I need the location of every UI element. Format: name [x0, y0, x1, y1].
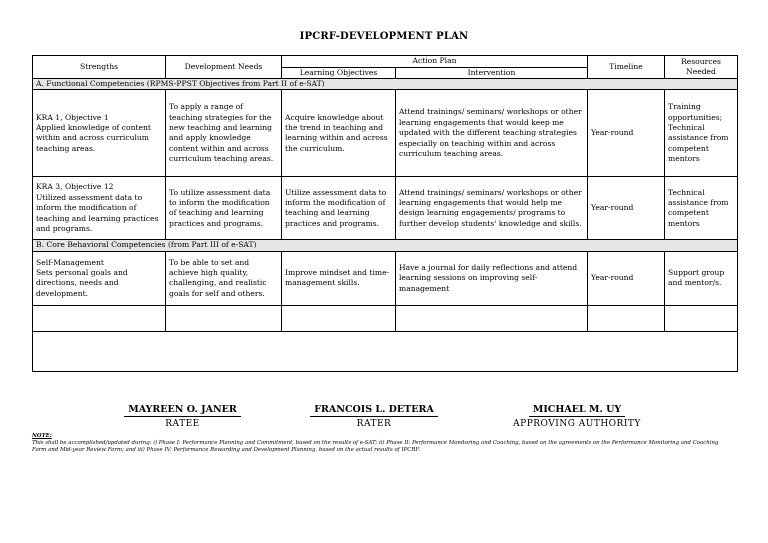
- intervention-cell: Attend trainings/ seminars/ workshops or other learning engagements that would help me design learning engagements/ programs to further develop students' knowledge and skills.: [396, 177, 588, 240]
- note-label: NOTE:: [32, 433, 52, 439]
- header-row: [33, 56, 738, 68]
- development-plan-table: [32, 55, 738, 372]
- strength-cell: KRA 1, Objective 1 Applied knowledge of content within and across curriculum teaching areas.: [33, 90, 166, 177]
- page-title: IPCRF-DEVELOPMENT PLAN: [299, 31, 469, 42]
- strength-cell: KRA 3, Objective 12 Utilized assessment data to inform the modification of teaching and learning practices and programs.: [33, 177, 166, 240]
- action-plan-header: Action Plan: [282, 56, 588, 68]
- learning-objective-cell: Utilize assessment data to inform the modification of teaching and learning practices and programs.: [282, 177, 396, 240]
- intervention-cell: Have a journal for daily reflections and attend learning sessions on improving self-management: [396, 251, 588, 305]
- learning-objectives-header: Learning Objectives: [282, 67, 396, 79]
- footnote: [32, 433, 732, 454]
- section-a-label: A. Functional Competencies (RPMS-PPST Objectives from Part II of e-SAT): [33, 79, 738, 90]
- development-need-cell: To be able to set and achieve high quality, challenging, and realistic goals for self and others.: [166, 251, 282, 305]
- resources-header: Resources Needed: [665, 56, 738, 79]
- development-need-cell: To apply a range of teaching strategies for the new teaching and learning and apply knowledge content within and across curriculum teaching areas.: [166, 90, 282, 177]
- section-a-row: [33, 79, 738, 90]
- development-needs-header: Development Needs: [166, 56, 282, 79]
- development-need-cell: To utilize assessment data to inform the modification of teaching and learning practices and programs.: [166, 177, 282, 240]
- approving-authority-name: MICHAEL M. UY: [529, 404, 625, 417]
- ratee-name: MAYREEN O. JANER: [124, 404, 241, 417]
- rater-role: RATER: [356, 419, 392, 429]
- rater-name: FRANCOIS L. DETERA: [310, 404, 438, 417]
- approving-authority-signature: [497, 397, 657, 429]
- timeline-cell: Year-round: [588, 251, 665, 305]
- note-text: This shall be accomplished/updated during: i) Phase I: Performance Planning and Commitment, based on the results of e-SAT; ii) Phase II: Performance Monitoring and Coaching, based on the agreements on the Performance Monitoring and Coaching Form and Mid-year Review Form; and iii) Phase IV: Performance Rewarding and Development Planning, based on the actual results of IPCRF.: [32, 440, 719, 453]
- empty-row: [33, 305, 738, 331]
- timeline-cell: Year-round: [588, 177, 665, 240]
- table-row: [33, 90, 738, 177]
- section-b-row: [33, 240, 738, 251]
- resources-cell: Support group and mentor/s.: [665, 251, 738, 305]
- approving-authority-role: APPROVING AUTHORITY: [513, 419, 641, 429]
- rater-signature: [298, 397, 450, 429]
- resources-cell: Training opportunities; Technical assistance from competent mentors: [665, 90, 738, 177]
- ratee-role: RATEE: [165, 419, 200, 429]
- resources-cell: Technical assistance from competent mentors: [665, 177, 738, 240]
- section-b-label: B. Core Behavioral Competencies (from Part III of e-SAT): [33, 240, 738, 251]
- timeline-cell: Year-round: [588, 90, 665, 177]
- timeline-header: Timeline: [588, 56, 665, 79]
- strength-cell: Self-Management Sets personal goals and directions, needs and development.: [33, 251, 166, 305]
- learning-objective-cell: Improve mindset and time-management skills.: [282, 251, 396, 305]
- table-row: [33, 177, 738, 240]
- empty-row: [33, 331, 738, 371]
- intervention-cell: Attend trainings/ seminars/ workshops or other learning engagements that would keep me updated with the different teaching strategies especially on teaching within and across curriculum teaching areas.: [396, 90, 588, 177]
- strengths-header: Strengths: [33, 56, 166, 79]
- table-row: [33, 251, 738, 305]
- ratee-signature: [110, 397, 255, 429]
- intervention-header: Intervention: [396, 67, 588, 79]
- learning-objective-cell: Acquire knowledge about the trend in teaching and learning within and across the curriculum.: [282, 90, 396, 177]
